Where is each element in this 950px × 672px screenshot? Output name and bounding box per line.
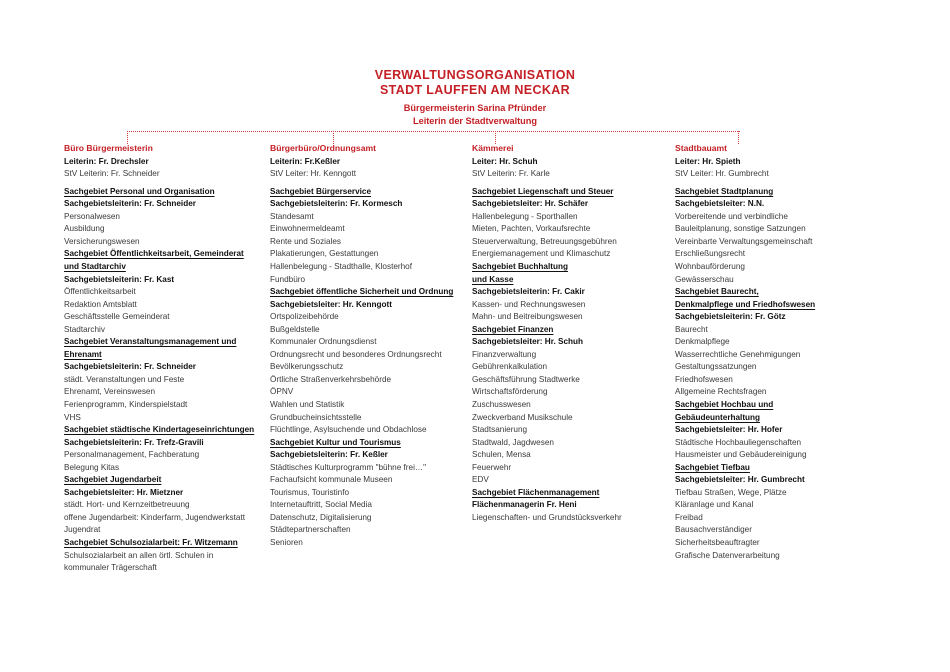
section-lead: Leiter: Hr. Schuh xyxy=(472,156,538,166)
section-heading: Sachgebiet Personal und Organisation xyxy=(64,186,215,196)
section-heading: Sachgebiet städtische Kindertageseinrichtungen xyxy=(64,425,255,435)
entry-text: Erschließungsrecht xyxy=(675,249,746,259)
department-column-1 xyxy=(64,142,264,575)
section-heading: Sachgebiet Baurecht, xyxy=(675,287,759,297)
entry-text: Rente und Soziales xyxy=(270,236,342,246)
entry-text: Wohnbauförderung xyxy=(675,261,745,271)
section-lead: Leiterin: Fr. Drechsler xyxy=(64,156,149,166)
section-lead: Sachgebietsleiterin: Fr. Cakir xyxy=(472,287,585,297)
entry-text: Ferienprogramm, Kinderspielstadt xyxy=(64,399,188,409)
entry-text: EDV xyxy=(472,475,489,485)
department-title[interactable]: Büro Bürgermeisterin xyxy=(64,143,153,153)
section-lead: Sachgebietsleiterin: Fr. Kormesch xyxy=(270,199,403,209)
entry-text: Plakatierungen, Gestattungen xyxy=(270,249,379,259)
section-heading: Sachgebiet Veranstaltungsmanagement und xyxy=(64,337,237,347)
section-heading: Sachgebiet Tiefbau xyxy=(675,462,750,472)
entry-text: Stadtsanierung xyxy=(472,425,528,435)
section-lead: Sachgebietsleiterin: Fr. Schneider xyxy=(64,362,196,372)
entry-text: Senioren xyxy=(270,538,303,547)
section-lead: Sachgebietsleiterin: Fr. Schneider xyxy=(64,199,196,209)
entry-text: Ausbildung xyxy=(64,224,105,234)
entry-text: Sicherheitsbeauftragter xyxy=(675,538,760,547)
section-lead: Sachgebietsleiter: Hr. Hofer xyxy=(675,425,783,435)
section-lead: Sachgebietsleiter: Hr. Kenngott xyxy=(270,299,392,309)
entry-text: Energiemanagement und Klimaschutz xyxy=(472,249,611,259)
section-lead: Leiter: Hr. Spieth xyxy=(675,156,741,166)
section-heading: Sachgebiet Buchhaltung xyxy=(472,261,568,271)
entry-text: Steuerverwaltung, Betreuungsgebühren xyxy=(472,236,617,246)
entry-text: Wahlen und Statistik xyxy=(270,399,345,409)
entry-text: Allgemeine Rechtsfragen xyxy=(675,387,767,397)
entry-text: Mahn- und Beitreibungswesen xyxy=(472,312,583,322)
entry-text: Vereinbarte Verwaltungsgemeinschaft xyxy=(675,236,813,246)
entry-text: Feuerwehr xyxy=(472,462,512,472)
entry-text: Vorbereitende und verbindliche xyxy=(675,211,788,221)
entry-text: Zweckverband Musikschule xyxy=(472,412,573,422)
entry-text: Versicherungswesen xyxy=(64,236,140,246)
entry-text: Städtepartnerschaften xyxy=(270,525,351,535)
page-title-line-1: VERWALTUNGSORGANISATION xyxy=(374,68,576,82)
entry-text: städt. Hort- und Kernzeitbetreuung xyxy=(64,500,190,510)
entry-text: Wirtschaftsförderung xyxy=(472,387,548,397)
section-lead: Sachgebietsleiter: Hr. Schäfer xyxy=(472,199,589,209)
section-heading: und Stadtarchiv xyxy=(64,261,126,271)
entry-text: Redaktion Amtsblatt xyxy=(64,299,137,309)
entry-text: Bausachverständiger xyxy=(675,525,752,535)
section-lead: Sachgebietsleiter: Hr. Schuh xyxy=(472,337,584,347)
entry-text: Bevölkerungsschutz xyxy=(270,362,344,372)
section-heading: Sachgebiet Jugendarbeit xyxy=(64,475,162,485)
entry-text: Gestaltungssatzungen xyxy=(675,362,757,372)
entry-text: Mieten, Pachten, Vorkaufsrechte xyxy=(472,224,591,234)
entry-text: Finanzverwaltung xyxy=(472,349,537,359)
entry-text: Baurecht xyxy=(675,324,708,334)
entry-text: Freibad xyxy=(675,512,703,522)
section-heading: Sachgebiet Kultur und Tourismus xyxy=(270,437,401,447)
entry-text: Hallenbelegung - Stadthalle, Klosterhof xyxy=(270,261,413,271)
mayor-name: Bürgermeisterin Sarina Pfründer xyxy=(403,103,547,113)
entry-text: Öffentlichkeitsarbeit xyxy=(64,287,136,297)
section-lead: Sachgebietsleiterin: Fr. Trefz-Gravili xyxy=(64,437,204,447)
section-lead: Sachgebietsleiterin: Fr. Keßler xyxy=(270,450,388,460)
entry-text: Städtisches Kulturprogramm "bühne frei…" xyxy=(270,462,426,472)
entry-text: Zuschusswesen xyxy=(472,399,531,409)
entry-text: ÖPNV xyxy=(270,387,294,397)
section-heading: Gebäudeunterhaltung xyxy=(675,412,761,422)
page-title-line-2: STADT LAUFFEN AM NECKAR xyxy=(380,83,570,97)
mayor-role: Leiterin der Stadtverwaltung xyxy=(412,116,538,126)
section-lead: Leiterin: Fr.Keßler xyxy=(270,156,341,166)
section-heading: Sachgebiet öffentliche Sicherheit und Ordnung xyxy=(270,287,454,297)
entry-text: Fundbüro xyxy=(270,274,306,284)
entry-text: Internetauftritt, Social Media xyxy=(270,500,372,510)
entry-text: Örtliche Straßenverkehrsbehörde xyxy=(270,374,392,384)
connector-horizontal-line xyxy=(127,131,740,132)
entry-text: StV Leiterin: Fr. Karle xyxy=(472,169,550,179)
section-heading: Sachgebiet Öffentlichkeitsarbeit, Gemeinderat xyxy=(64,249,244,259)
section-heading: Sachgebiet Flächenmanagement xyxy=(472,487,600,497)
entry-text: Tiefbau Straßen, Wege, Plätze xyxy=(675,487,787,497)
entry-text: Personalwesen xyxy=(64,211,120,221)
entry-text: Grundbucheinsichtsstelle xyxy=(270,412,362,422)
entry-text: kommunaler Trägerschaft xyxy=(64,563,157,573)
entry-text: Wasserrechtliche Genehmigungen xyxy=(675,349,801,359)
entry-text: Hausmeister und Gebäudereinigung xyxy=(675,450,807,460)
section-lead: Flächenmanagerin Fr. Heni xyxy=(472,500,577,510)
entry-text: Tourismus, Touristinfo xyxy=(270,487,350,497)
org-chart-header xyxy=(0,68,950,128)
entry-text: Gewässerschau xyxy=(675,274,734,284)
entry-text: Ortspolizeibehörde xyxy=(270,312,339,322)
section-heading: Sachgebiet Hochbau und xyxy=(675,399,774,409)
section-heading: Sachgebiet Schulsozialarbeit: Fr. Witzemann xyxy=(64,538,238,547)
entry-text: Gebührenkalkulation xyxy=(472,362,548,372)
entry-text: Denkmalpflege xyxy=(675,337,730,347)
entry-text: Schulsozialarbeit an allen örtl. Schulen in xyxy=(64,550,214,560)
entry-text: Einwohnermeldeamt xyxy=(270,224,345,234)
department-title[interactable]: Kämmerei xyxy=(472,143,514,153)
entry-text: Hallenbelegung - Sporthallen xyxy=(472,211,578,221)
section-lead: Sachgebietsleiter: Hr. Gumbrecht xyxy=(675,475,805,485)
department-column-2 xyxy=(270,142,475,550)
section-heading: und Kasse xyxy=(472,274,514,284)
entry-text: Geschäftsführung Stadtwerke xyxy=(472,374,580,384)
entry-text: Personalmanagement, Fachberatung xyxy=(64,450,200,460)
section-heading: Sachgebiet Liegenschaft und Steuer xyxy=(472,186,614,196)
section-lead: Sachgebietsleiterin: Fr. Götz xyxy=(675,312,786,322)
section-heading: Ehrenamt xyxy=(64,349,102,359)
department-title[interactable]: Bürgerbüro/Ordnungsamt xyxy=(270,143,376,153)
entry-text: Städtische Hochbauliegenschaften xyxy=(675,437,802,447)
department-column-4 xyxy=(675,142,885,562)
entry-text: Bußgeldstelle xyxy=(270,324,320,334)
entry-text: VHS xyxy=(64,412,81,422)
entry-text: offene Jugendarbeit: Kinderfarm, Jugendwerkstatt xyxy=(64,512,245,522)
entry-text: StV Leiterin: Fr. Schneider xyxy=(64,169,160,179)
section-heading: Sachgebiet Stadtplanung xyxy=(675,186,774,196)
section-lead: Sachgebietsleiter: Hr. Mietzner xyxy=(64,487,184,497)
entry-text: Friedhofswesen xyxy=(675,374,733,384)
entry-text: Kassen- und Rechnungswesen xyxy=(472,299,586,309)
entry-text: StV Leiter: Hr. Gumbrecht xyxy=(675,169,769,179)
entry-text: Schulen, Mensa xyxy=(472,450,531,460)
entry-text: Geschäftsstelle Gemeinderat xyxy=(64,312,170,322)
entry-text: Kläranlage und Kanal xyxy=(675,500,754,510)
entry-text: StV Leiter: Hr. Kenngott xyxy=(270,169,357,179)
entry-text: städt. Veranstaltungen und Feste xyxy=(64,374,185,384)
entry-text: Kommunaler Ordnungsdienst xyxy=(270,337,377,347)
section-heading: Denkmalpflege und Friedhofswesen xyxy=(675,299,816,309)
entry-text: Liegenschaften- und Grundstücksverkehr xyxy=(472,512,622,522)
entry-text: Ordnungsrecht und besonderes Ordnungsrecht xyxy=(270,349,442,359)
entry-text: Standesamt xyxy=(270,211,314,221)
department-title[interactable]: Stadtbauamt xyxy=(675,143,728,153)
entry-text: Stadtwald, Jagdwesen xyxy=(472,437,554,447)
entry-text: Belegung Kitas xyxy=(64,462,120,472)
entry-text: Bauleitplanung, sonstige Satzungen xyxy=(675,224,806,234)
entry-text: Ehrenamt, Vereinswesen xyxy=(64,387,156,397)
entry-text: Grafische Datenverarbeitung xyxy=(675,550,780,560)
entry-text: Jugendrat xyxy=(64,525,101,535)
section-heading: Sachgebiet Bürgerservice xyxy=(270,186,372,196)
entry-text: Flüchtlinge, Asylsuchende und Obdachlose xyxy=(270,425,427,435)
department-column-3 xyxy=(472,142,667,524)
entry-text: Stadtarchiv xyxy=(64,324,105,334)
section-lead: Sachgebietsleiterin: Fr. Kast xyxy=(64,274,175,284)
section-heading: Sachgebiet Finanzen xyxy=(472,324,554,334)
section-lead: Sachgebietsleiter: N.N. xyxy=(675,199,765,209)
entry-text: Fachaufsicht kommunale Museen xyxy=(270,475,393,485)
entry-text: Datenschutz, Digitalisierung xyxy=(270,512,372,522)
